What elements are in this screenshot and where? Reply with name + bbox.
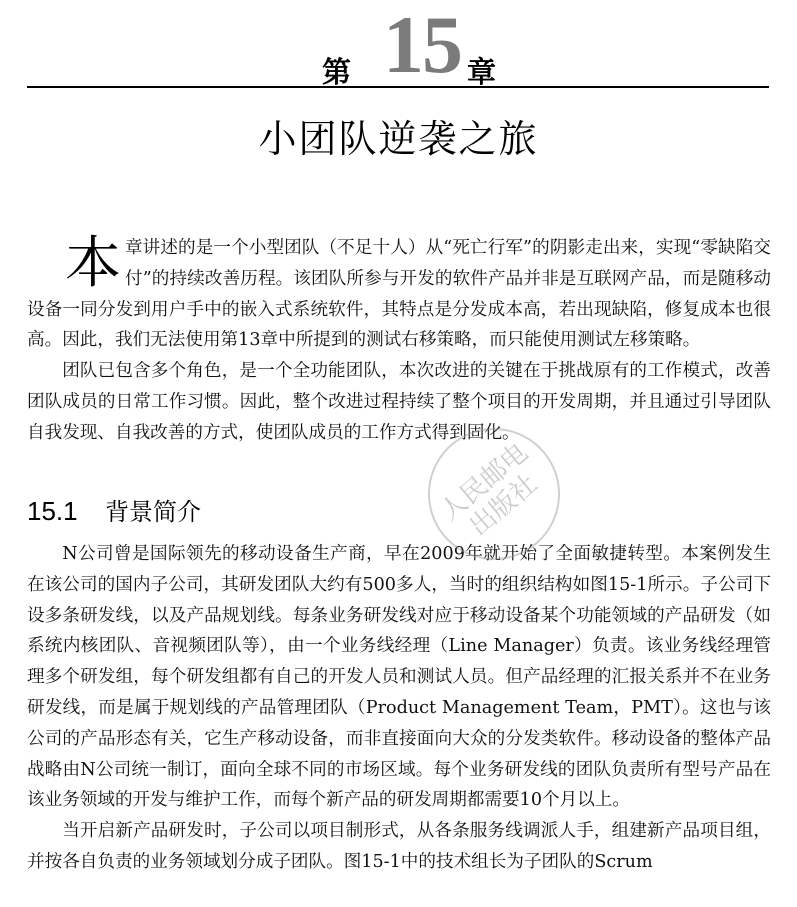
chapter-prefix: 第 [322, 55, 352, 89]
chapter-title: 小团队逆袭之旅 [258, 117, 539, 161]
section-number: 15.1 [27, 496, 78, 526]
section-body [27, 539, 771, 878]
section-title: 背景简介 [105, 498, 201, 526]
intro-paragraph-1-text: 章讲述的是一个小型团队（不足十人）从“死亡行军”的阴影走出来，实现“零缺陷交付”的持续改善历程。该团队所参与开发的软件产品并非是互联网产品，而是随移动设备一同分发到用户手中的嵌入式系统软件，其特点是分发成本高，若出现缺陷，修复成本也很高。因此，我们无法使用第13章中所提到的测试右移策略，而只能使用测试左移策略。 [27, 238, 771, 351]
section-paragraph-1: N公司曾是国际领先的移动设备生产商，早在2009年就开始了全面敏捷转型。本案例发生在该公司的国内子公司，其研发团队大约有500多人，当时的组织结构如图15-1所示。子公司下设多条研发线，以及产品规划线。每条业务研发线对应于移动设备某个功能领域的产品研发（如系统内核团队、音视频团队等），由一个业务线经理（Line Manager）负责。该业务线经理管理多个研发组，每个研发组都有自己的开发人员和测试人员。但产品经理的汇报关系并不在业务研发线，而是属于规划线的产品管理团队（Product Management Team，PMT）。这也与该公司的产品形态有关，它生产移动设备，而非直接面向大众的分发类软件。移动设备的整体产品战略由N公司统一制订，面向全球不同的市场区域。每个业务研发线的团队负责所有型号产品在该业务领域的开发与维护工作，而每个新产品的研发周期都需要10个月以上。 [27, 544, 771, 811]
chapter-suffix: 章 [467, 55, 497, 89]
chapter-number: 15 [383, 0, 461, 90]
publisher-watermark-stamp: 人民邮电出版社 [401, 401, 587, 587]
section-paragraph-2: 当开启新产品研发时，子公司以项目制形式，从各条服务线调派人手，组建新产品项目组，并按各自负责的业务领域划分成子团队。图15-1中的技术组长为子团队的Scrum [27, 821, 771, 872]
intro-paragraph-1 [27, 233, 771, 356]
intro-section [27, 233, 771, 449]
section-heading [27, 492, 201, 527]
drop-cap: 本 [65, 231, 121, 296]
chapter-header [27, 0, 769, 88]
intro-paragraph-2: 团队已包含多个角色，是一个全功能团队，本次改进的关键在于挑战原有的工作模式，改善团队成员的日常工作习惯。因此，整个改进过程持续了整个项目的开发周期，并且通过引导团队自我发现、自我改善的方式，使团队成员的工作方式得到固化。 [27, 361, 771, 443]
